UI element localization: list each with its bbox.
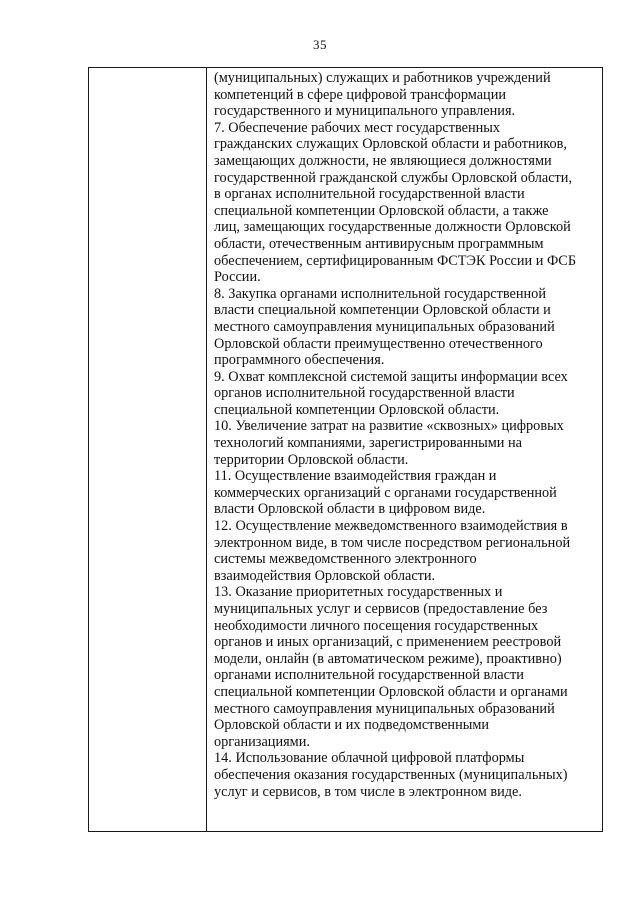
list-item — [214, 286, 598, 369]
text-line: государственного и муниципального управления. — [214, 103, 516, 120]
list-item — [214, 750, 598, 800]
text-line: муниципальных услуг и сервисов (предоставление без — [214, 601, 548, 617]
text-line: обеспечения оказания государственных (муниципальных) — [214, 766, 568, 783]
text-line: местного самоуправления муниципальных образований — [214, 700, 555, 717]
table-right-cell — [207, 68, 602, 831]
text-line: коммерческих организаций с органами государственной — [214, 484, 557, 501]
list-item — [214, 369, 598, 419]
text-line: обеспечением, сертифицированным ФСТЭК России и ФСБ — [214, 252, 577, 269]
text-line: системы межведомственного электронного — [214, 551, 477, 568]
text-line: специальной компетенции Орловской области. — [214, 401, 500, 418]
text-line: 13. Оказание приоритетных государственных и — [214, 584, 503, 601]
text-line: 14. Использование облачной цифровой платформы — [214, 750, 525, 767]
text-line: замещающих должности, не являющиеся должностями — [214, 152, 552, 169]
text-line: 7. Обеспечение рабочих мест государственных — [214, 119, 501, 136]
text-line: органами исполнительной государственной власти — [214, 667, 524, 684]
text-line: территории Орловской области. — [214, 451, 409, 468]
document-table — [88, 67, 603, 832]
list-item — [214, 120, 598, 286]
text-line: технологий компаниями, зарегистрированными на — [214, 435, 523, 452]
text-line: области, отечественным антивирусным программным — [214, 235, 544, 252]
table-left-cell — [89, 68, 207, 831]
text-line: гражданских служащих Орловской области и работников, — [214, 136, 567, 153]
list-item — [214, 70, 598, 120]
text-line: 8. Закупка органами исполнительной государственной — [214, 285, 546, 302]
text-line: (муниципальных) служащих и работников учреждений — [214, 70, 551, 86]
text-line: специальной компетенции Орловской области, а также — [214, 202, 549, 219]
text-line: 9. Охват комплексной системой защиты информации всех — [214, 368, 568, 385]
text-line: взаимодействия Орловской области. — [214, 567, 436, 584]
text-line: электронном виде, в том числе посредством региональной — [214, 534, 571, 551]
list-item — [214, 584, 598, 750]
list-item — [214, 468, 598, 518]
text-line: услуг и сервисов, в том числе в электронном виде. — [214, 783, 522, 800]
page-number: 35 — [313, 37, 327, 52]
text-line: в органах исполнительной государственной власти — [214, 186, 525, 203]
text-line: 10. Увеличение затрат на развитие «сквозных» цифровых — [214, 418, 564, 435]
text-line: специальной компетенции Орловской области и органами — [214, 683, 568, 700]
text-line: государственной гражданской службы Орловской области, — [214, 169, 573, 186]
text-line: России. — [214, 269, 261, 286]
text-line: необходимости личного посещения государственных — [214, 617, 539, 634]
text-line: Орловской области преимущественно отечественного — [214, 335, 543, 352]
text-line: 12. Осуществление межведомственного взаимодействия в — [214, 518, 568, 535]
text-line: Орловской области и их подведомственными — [214, 717, 490, 734]
text-line: 11. Осуществление взаимодействия граждан и — [214, 468, 497, 485]
text-line: программного обеспечения. — [214, 352, 385, 369]
text-line: власти Орловской области в цифровом виде. — [214, 501, 486, 518]
text-line: органов исполнительной государственной власти — [214, 385, 515, 402]
text-line: местного самоуправления муниципальных образований — [214, 318, 555, 335]
text-line: модели, онлайн (в автоматическом режиме), проактивно) — [214, 650, 562, 667]
text-line: организациями. — [214, 733, 310, 750]
list-item — [214, 518, 598, 584]
text-line: компетенций в сфере цифровой трансформации — [214, 86, 507, 103]
text-line: лиц, замещающих государственные должности Орловской — [214, 219, 571, 236]
list-item — [214, 418, 598, 468]
text-line: органов и иных организаций, с применением реестровой — [214, 634, 562, 651]
text-line: власти специальной компетенции Орловской области и — [214, 302, 551, 319]
